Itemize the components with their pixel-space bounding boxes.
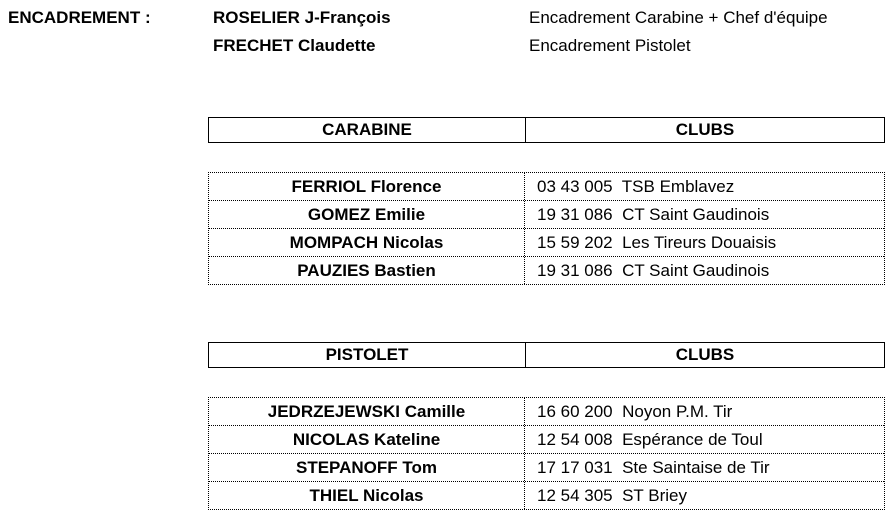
club-cell [525, 257, 884, 284]
staff-name: FRECHET Claudette [213, 36, 376, 55]
carabine-table [208, 172, 885, 285]
club-name: Les Tireurs Douaisis [622, 233, 777, 252]
carabine-header [208, 117, 885, 143]
club-code: 12 54 008 [537, 430, 613, 449]
shooter-name: MOMPACH Nicolas [209, 229, 525, 256]
club-code: 03 43 005 [537, 177, 613, 196]
club-name: CT Saint Gaudinois [622, 261, 770, 280]
club-code: 17 17 031 [537, 458, 613, 477]
club-name: ST Briey [622, 486, 687, 505]
club-code: 12 54 305 [537, 486, 613, 505]
club-cell [525, 173, 884, 200]
club-code: 19 31 086 [537, 261, 613, 280]
club-name: Ste Saintaise de Tir [622, 458, 770, 477]
shooter-name: GOMEZ Emilie [209, 201, 525, 228]
staff-name: ROSELIER J-François [213, 8, 391, 27]
club-cell [525, 229, 884, 256]
table-row [209, 481, 884, 509]
table-row [209, 425, 884, 453]
pistolet-header [208, 342, 885, 368]
pistolet-table [208, 397, 885, 510]
table-row [209, 398, 884, 425]
club-code: 19 31 086 [537, 205, 613, 224]
staff-role: Encadrement Pistolet [529, 36, 691, 55]
club-code: 15 59 202 [537, 233, 613, 252]
table-row [209, 453, 884, 481]
club-code: 16 60 200 [537, 402, 613, 421]
table-row [209, 256, 884, 284]
table-row [209, 228, 884, 256]
table-row [209, 200, 884, 228]
carabine-header-clubs: CLUBS [675, 120, 735, 139]
pistolet-header-title: PISTOLET [209, 343, 526, 367]
club-name: TSB Emblavez [621, 177, 735, 196]
shooter-name: THIEL Nicolas [209, 482, 525, 509]
shooter-name: NICOLAS Kateline [209, 426, 525, 453]
club-cell [525, 398, 884, 425]
club-cell [525, 454, 884, 481]
table-row [209, 173, 884, 200]
staff-role: Encadrement Carabine + Chef d'équipe [529, 8, 828, 27]
club-cell [525, 482, 884, 509]
pistolet-header-clubs: CLUBS [675, 345, 735, 364]
club-name: Noyon P.M. Tir [622, 402, 733, 421]
shooter-name: FERRIOL Florence [209, 173, 525, 200]
club-cell [525, 426, 884, 453]
club-cell [525, 201, 884, 228]
club-name: Espérance de Toul [622, 430, 763, 449]
shooter-name: JEDRZEJEWSKI Camille [209, 398, 525, 425]
encadrement-label: ENCADREMENT : [8, 8, 151, 27]
shooter-name: STEPANOFF Tom [209, 454, 525, 481]
shooter-name: PAUZIES Bastien [209, 257, 525, 284]
carabine-header-title: CARABINE [209, 118, 526, 142]
club-name: CT Saint Gaudinois [622, 205, 770, 224]
